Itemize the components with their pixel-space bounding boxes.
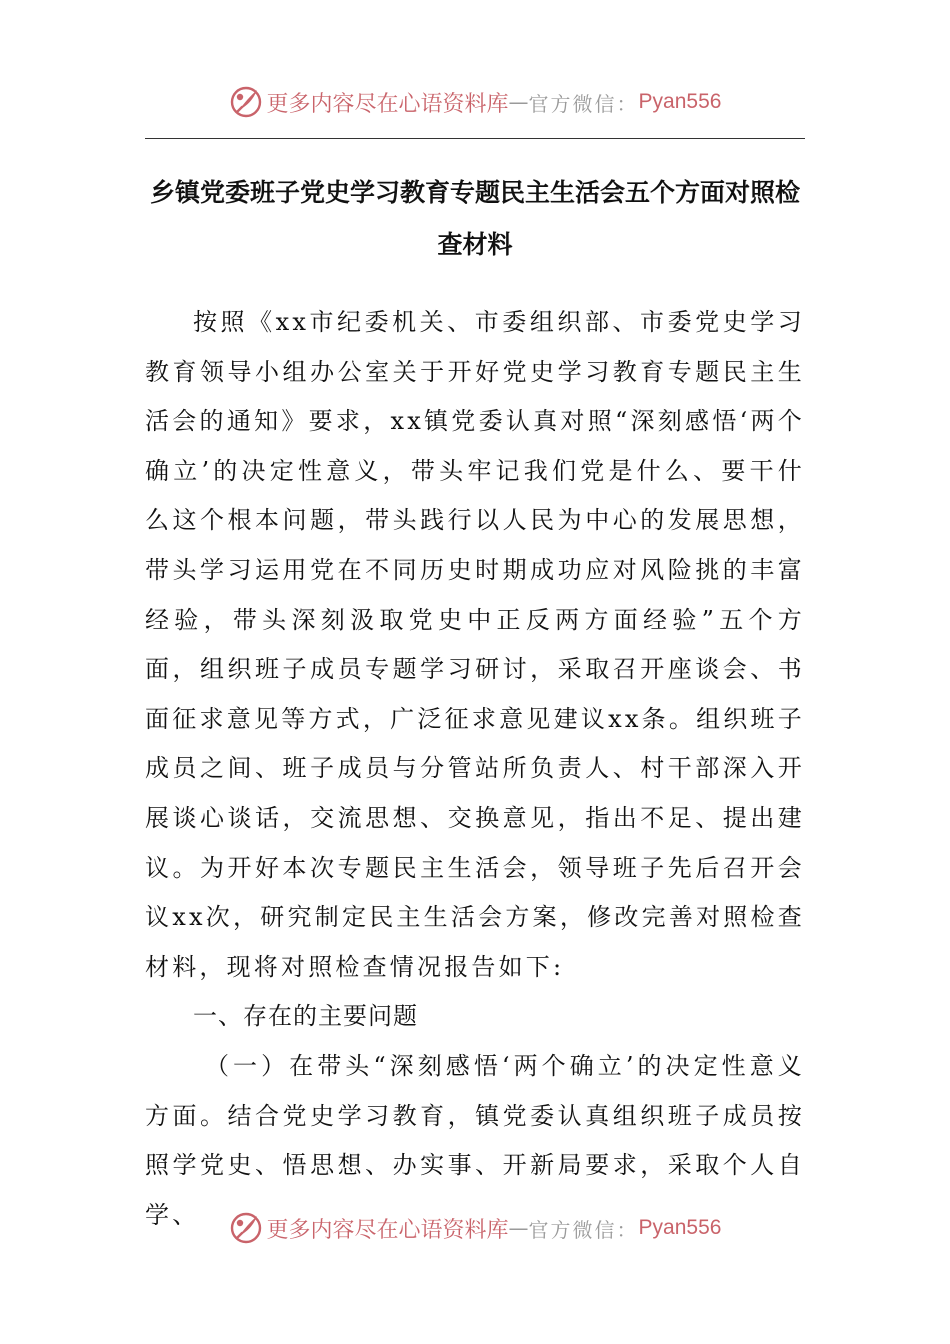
- intro-paragraph: 按照《xx市纪委机关、市委组织部、市委党史学习教育领导小组办公室关于开好党史学习教育专题民主生活会的通知》要求，xx镇党委认真对照“深刻感悟‘两个确立’的决定性意义，带头牢记我们党是什么、要干什么这个根本问题，带头践行以人民为中心的发展思想，带头学习运用党在不同历史时期成功应对风险挑的丰富经验，带头深刻汲取党史中正反两方面经验”五个方面，组织班子成员专题学习研讨，采取召开座谈会、书面征求意见等方式，广泛征求意见建议xx条。组织班子成员之间、班子成员与分管站所负责人、村干部深入开展谈心谈话，交流思想、交换意见，指出不足、提出建议。为开好本次专题民主生活会，领导班子先后召开会议xx次，研究制定民主生活会方案，修改完善对照检查材料，现将对照检查情况报告如下:: [145, 308, 805, 981]
- subsection-paragraph: （一）在带头“深刻感悟‘两个确立’的决定性意义方面。结合党史学习教育，镇党委认真组织班子成员按照学党史、悟思想、办实事、开新局要求，采取个人自学、: [145, 1051, 805, 1229]
- watermark-wechat-id: Pyan556: [638, 90, 722, 113]
- document-title: 乡镇党委班子党史学习教育专题民主生活会五个方面对照检查材料: [149, 178, 800, 259]
- watermark-dash: —: [508, 1216, 529, 1240]
- quill-pen-logo-icon: [229, 85, 263, 119]
- document-body: [145, 298, 805, 1240]
- watermark-text: 更多内容尽在心语资料库: [266, 91, 509, 117]
- quill-pen-logo-icon: [229, 1211, 263, 1245]
- watermark-wechat-id: Pyan556: [638, 1216, 722, 1239]
- watermark-text: 更多内容尽在心语资料库: [266, 1217, 509, 1243]
- watermark-banner-top: [0, 82, 950, 122]
- watermark-wechat-label: 官方微信：: [528, 91, 639, 116]
- watermark-dash: —: [508, 90, 529, 114]
- section-heading: 一、存在的主要问题: [193, 1002, 418, 1031]
- header-divider: [145, 138, 805, 139]
- watermark-banner-bottom: [0, 1208, 950, 1248]
- watermark-wechat-label: 官方微信：: [528, 1217, 639, 1242]
